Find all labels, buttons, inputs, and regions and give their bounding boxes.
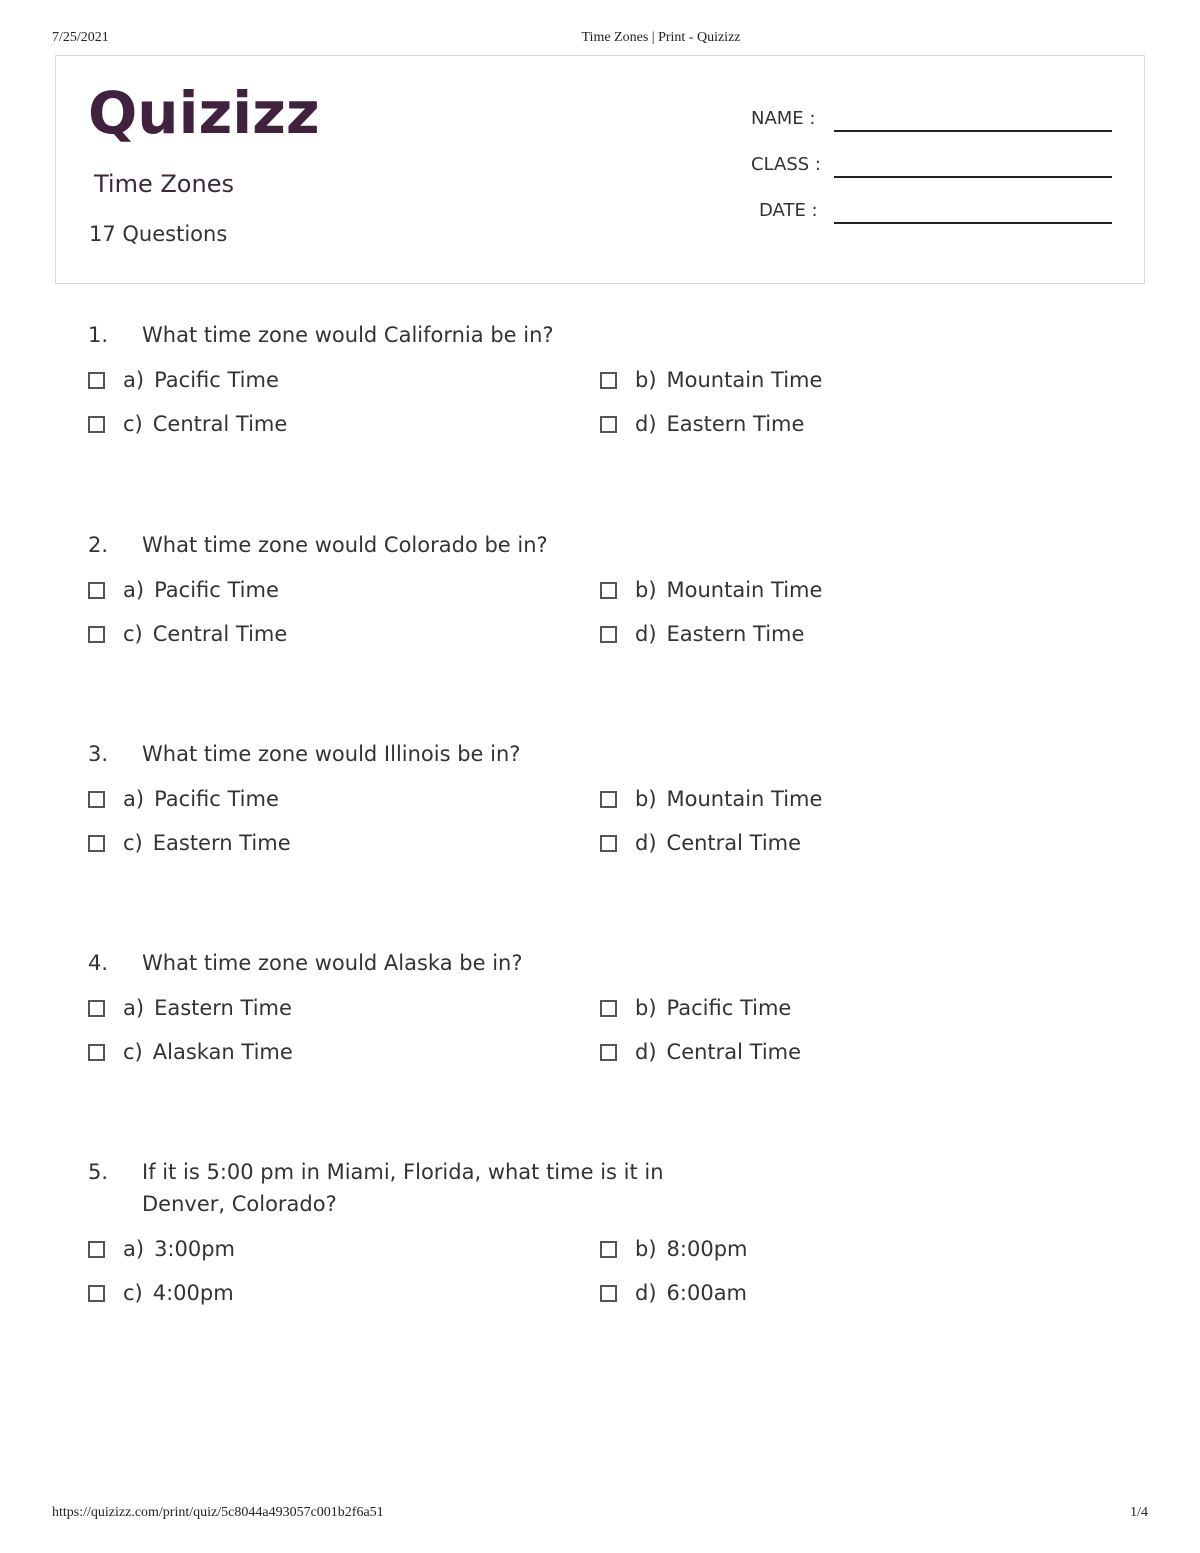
question-text: What time zone would Colorado be in? <box>142 533 548 557</box>
option-text: Pacific Time <box>154 787 279 811</box>
checkbox-icon[interactable] <box>600 1285 617 1302</box>
option-letter: b) <box>635 996 657 1020</box>
option-text: Eastern Time <box>666 412 805 436</box>
question-2 <box>85 529 1135 663</box>
name-field <box>751 108 1114 154</box>
option-text: Central Time <box>666 1040 802 1064</box>
question-3 <box>85 738 1135 872</box>
question-number: 5. <box>88 1160 109 1184</box>
name-input-line[interactable] <box>834 130 1112 132</box>
checkbox-icon[interactable] <box>88 835 105 852</box>
date-label: DATE : <box>759 200 818 221</box>
checkbox-icon[interactable] <box>88 791 105 808</box>
option-text: Pacific Time <box>154 578 279 602</box>
option-text: Eastern Time <box>152 831 291 855</box>
checkbox-icon[interactable] <box>88 416 105 433</box>
print-header <box>0 30 1200 50</box>
option-letter: b) <box>635 787 657 811</box>
checkbox-icon[interactable] <box>88 1044 105 1061</box>
option-letter: c) <box>123 831 143 855</box>
option-b[interactable] <box>600 363 822 397</box>
option-d[interactable] <box>600 826 801 860</box>
option-c[interactable] <box>88 617 287 651</box>
question-count: 17 Questions <box>89 222 228 246</box>
student-info-fields <box>751 108 1114 246</box>
quizizz-logo: Quizizz <box>88 79 320 147</box>
question-text: If it is 5:00 pm in Miami, Florida, what time is it in Denver, Colorado? <box>142 1160 664 1216</box>
option-letter: c) <box>123 1281 143 1305</box>
question-1 <box>85 319 1135 453</box>
checkbox-icon[interactable] <box>600 626 617 643</box>
checkbox-icon[interactable] <box>600 1000 617 1017</box>
name-label: NAME : <box>751 108 816 129</box>
option-letter: a) <box>123 1237 145 1261</box>
class-input-line[interactable] <box>834 176 1112 178</box>
option-text: Alaskan Time <box>152 1040 293 1064</box>
answer-options <box>85 363 1135 453</box>
option-letter: b) <box>635 1237 657 1261</box>
checkbox-icon[interactable] <box>600 791 617 808</box>
option-text: Central Time <box>152 412 288 436</box>
option-c[interactable] <box>88 1276 234 1310</box>
option-text: Mountain Time <box>666 368 823 392</box>
question-text: What time zone would California be in? <box>142 323 554 347</box>
checkbox-icon[interactable] <box>600 582 617 599</box>
option-text: Central Time <box>152 622 288 646</box>
option-letter: c) <box>123 1040 143 1064</box>
question-text: What time zone would Illinois be in? <box>142 742 521 766</box>
option-d[interactable] <box>600 1035 801 1069</box>
checkbox-icon[interactable] <box>600 835 617 852</box>
date-field <box>754 200 1114 246</box>
option-text: Pacific Time <box>666 996 792 1020</box>
answer-options <box>85 991 1135 1081</box>
checkbox-icon[interactable] <box>88 582 105 599</box>
option-b[interactable] <box>600 782 822 816</box>
option-d[interactable] <box>600 617 804 651</box>
option-letter: c) <box>123 622 143 646</box>
quiz-header-card <box>55 55 1145 284</box>
option-text: Mountain Time <box>666 578 823 602</box>
checkbox-icon[interactable] <box>88 1241 105 1258</box>
date-input-line[interactable] <box>834 222 1112 224</box>
option-letter: c) <box>123 412 143 436</box>
checkbox-icon[interactable] <box>600 1044 617 1061</box>
class-label: CLASS : <box>751 154 821 175</box>
option-b[interactable] <box>600 1232 747 1266</box>
question-number: 2. <box>88 533 109 557</box>
option-d[interactable] <box>600 407 804 441</box>
option-letter: d) <box>635 622 657 646</box>
checkbox-icon[interactable] <box>600 1241 617 1258</box>
option-text: 8:00pm <box>666 1237 748 1261</box>
option-letter: d) <box>635 1040 657 1064</box>
question-number: 1. <box>88 323 109 347</box>
checkbox-icon[interactable] <box>88 1000 105 1017</box>
option-text: 3:00pm <box>154 1237 236 1261</box>
option-a[interactable] <box>88 991 292 1025</box>
question-number: 3. <box>88 742 109 766</box>
option-letter: d) <box>635 412 657 436</box>
option-letter: a) <box>123 787 145 811</box>
option-b[interactable] <box>600 991 791 1025</box>
option-a[interactable] <box>88 363 279 397</box>
option-b[interactable] <box>600 573 822 607</box>
quiz-title: Time Zones <box>94 170 234 198</box>
option-text: Pacific Time <box>154 368 279 392</box>
print-url: https://quizizz.com/print/quiz/5c8044a493057c001b2f6a51 <box>52 1505 384 1520</box>
question-5 <box>85 1156 1135 1322</box>
option-letter: d) <box>635 1281 657 1305</box>
option-letter: b) <box>635 578 657 602</box>
option-letter: a) <box>123 368 145 392</box>
print-page-title: Time Zones | Print - Quizizz <box>581 30 741 45</box>
option-letter: d) <box>635 831 657 855</box>
checkbox-icon[interactable] <box>88 1285 105 1302</box>
class-field <box>751 154 1114 200</box>
option-a[interactable] <box>88 782 279 816</box>
option-c[interactable] <box>88 1035 293 1069</box>
print-footer <box>0 1505 1200 1525</box>
checkbox-icon[interactable] <box>600 372 617 389</box>
checkbox-icon[interactable] <box>88 372 105 389</box>
checkbox-icon[interactable] <box>88 626 105 643</box>
option-c[interactable] <box>88 826 291 860</box>
option-text: Mountain Time <box>666 787 823 811</box>
option-text: 6:00am <box>666 1281 748 1305</box>
option-text: 4:00pm <box>152 1281 234 1305</box>
option-a[interactable] <box>88 1232 235 1266</box>
answer-options <box>85 782 1135 872</box>
option-a[interactable] <box>88 573 279 607</box>
answer-options <box>85 573 1135 663</box>
print-page-number: 1/4 <box>1130 1505 1148 1520</box>
option-letter: b) <box>635 368 657 392</box>
question-number: 4. <box>88 951 109 975</box>
option-text: Central Time <box>666 831 802 855</box>
option-text: Eastern Time <box>666 622 805 646</box>
question-4 <box>85 947 1135 1081</box>
checkbox-icon[interactable] <box>600 416 617 433</box>
option-letter: a) <box>123 996 145 1020</box>
option-letter: a) <box>123 578 145 602</box>
question-text: What time zone would Alaska be in? <box>142 951 523 975</box>
print-date: 7/25/2021 <box>52 30 109 45</box>
option-text: Eastern Time <box>154 996 292 1020</box>
option-c[interactable] <box>88 407 287 441</box>
answer-options <box>85 1232 1135 1322</box>
option-d[interactable] <box>600 1276 747 1310</box>
